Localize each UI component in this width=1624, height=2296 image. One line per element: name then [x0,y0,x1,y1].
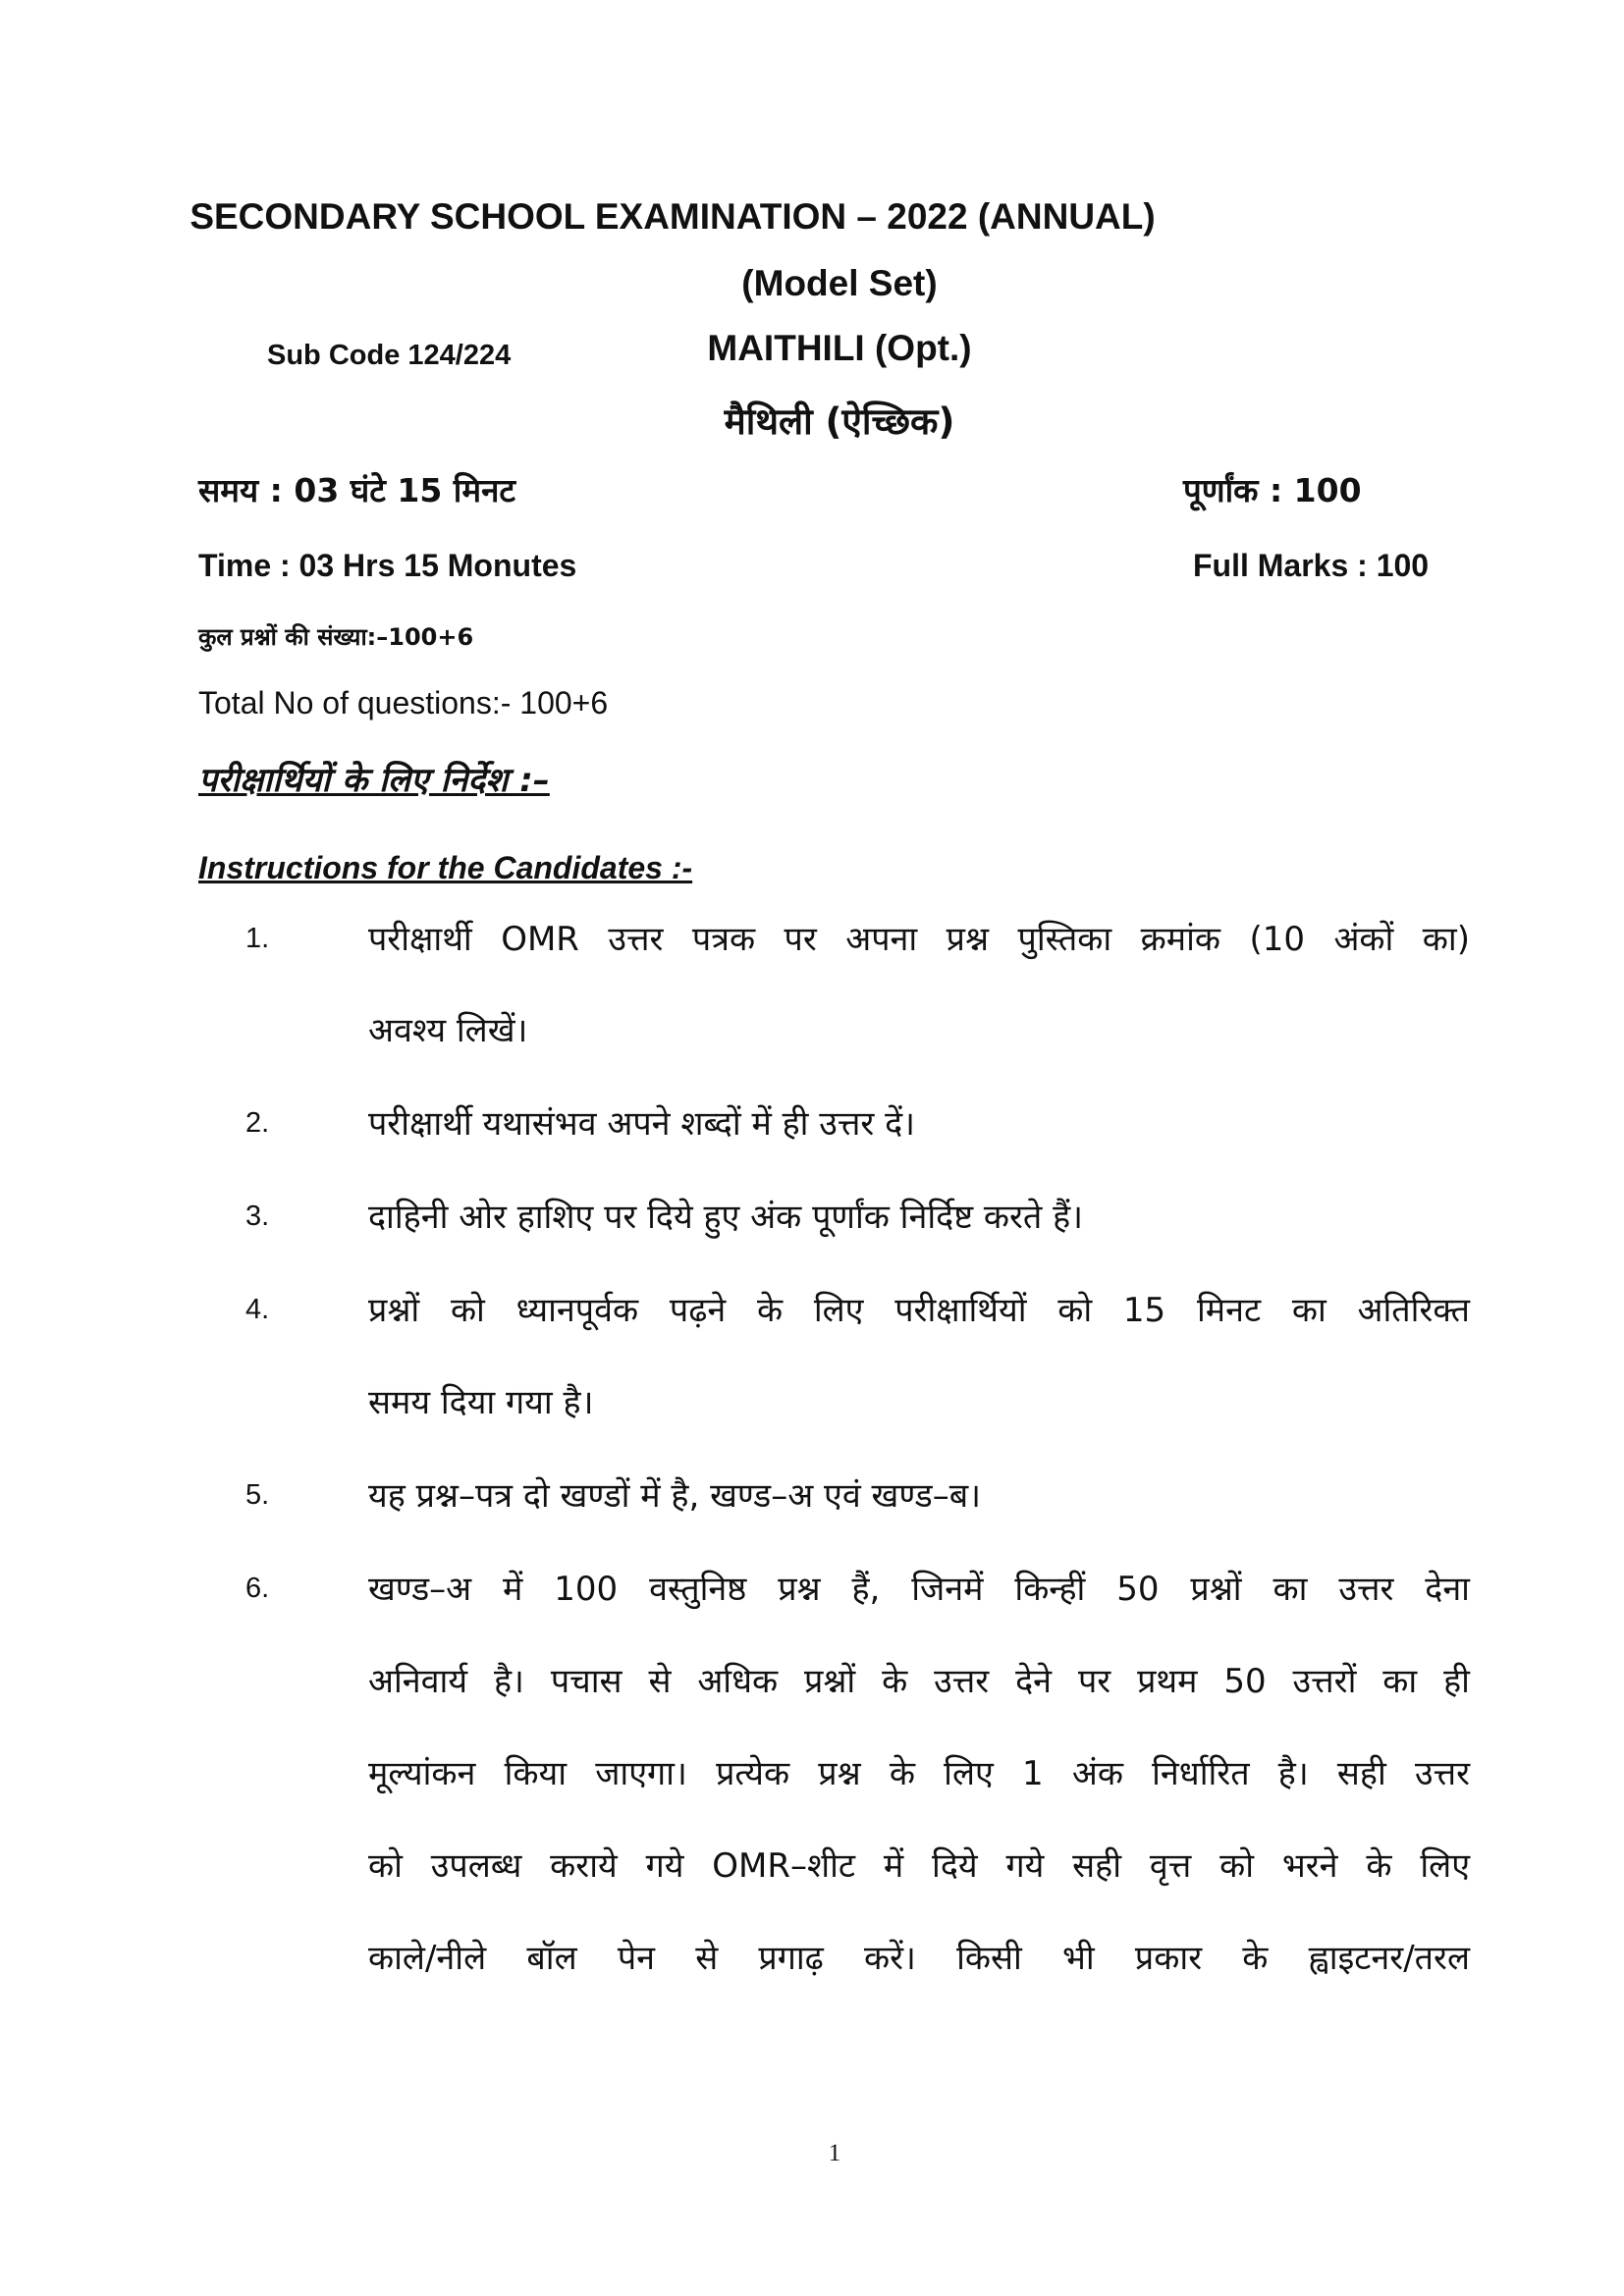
subject-code: Sub Code 124/224 [267,340,512,371]
model-set-label: (Model Set) [741,263,938,303]
instruction-line: दाहिनी ओर हाशिए पर दिये हुए अंक पूर्णांक निर्दिष्ट करते हैं। [368,1198,1084,1237]
instruction-number: 4. [245,1294,270,1325]
instruction-line: यह प्रश्न–पत्र दो खण्डों में है, खण्ड–अ एवं खण्ड–ब। [368,1476,981,1516]
instruction-line: परीक्षार्थी यथासंभव अपने शब्दों में ही उत्तर दें। [368,1104,916,1144]
instruction-line: खण्ड–अ में 100 वस्तुनिष्ठ प्रश्न हैं, जिनमें किन्हीं 50 प्रश्नों का उत्तर देना [368,1570,1470,1609]
subject-name-english: MAITHILI (Opt.) [707,328,972,368]
full-marks-english: Full Marks : 100 [1193,548,1430,583]
instruction-number: 2. [245,1107,270,1139]
instruction-line: मूल्यांकन किया जाएगा। प्रत्येक प्रश्न के लिए 1 अंक निर्धारित है। सही उत्तर [368,1754,1470,1793]
instruction-line: को उपलब्ध कराये गये OMR–शीट में दिये गये सही वृत्त को भरने के लिए [368,1846,1470,1886]
time-english: Time : 03 Hrs 15 Monutes [198,548,577,583]
question-count-english: Total No of questions:- 100+6 [198,685,609,721]
instruction-number: 1. [245,923,270,954]
instruction-number: 3. [245,1201,270,1232]
exam-title: SECONDARY SCHOOL EXAMINATION – 2022 (ANNUAL) [189,196,1156,237]
instruction-line: अनिवार्य है। पचास से अधिक प्रश्नों के उत्तर देने पर प्रथम 50 उत्तरों का ही [368,1662,1470,1701]
instruction-number: 6. [245,1573,270,1604]
instruction-number: 5. [245,1479,270,1511]
subject-name-hindi: मैथिली (ऐच्छिक) [724,400,955,443]
instruction-line: प्रश्नों को ध्यानपूर्वक पढ़ने के लिए परीक्षार्थियों को 15 मिनट का अतिरिक्त [368,1291,1470,1330]
instruction-line: काले/नीले बॉल पेन से प्रगाढ़ करें। किसी भी प्रकार के ह्वाइटनर/तरल [368,1939,1470,1978]
instruction-line: परीक्षार्थी OMR उत्तर पत्रक पर अपना प्रश्न पुस्तिका क्रमांक (10 अंकों का) [368,920,1470,959]
instructions-heading-english: Instructions for the Candidates :- [198,850,693,885]
page-number: 1 [828,2140,841,2166]
question-count-hindi: कुल प्रश्नों की संख्या:–100+6 [198,623,474,651]
instruction-line: अवश्य लिखें। [368,1011,528,1050]
full-marks-hindi: पूर्णांक : 100 [1183,471,1362,509]
instruction-line: समय दिया गया है। [368,1383,594,1422]
time-hindi: समय : 03 घंटे 15 मिनट [198,471,516,509]
instructions-heading-hindi: परीक्षार्थियों के लिए निर्देश :– [198,761,550,800]
